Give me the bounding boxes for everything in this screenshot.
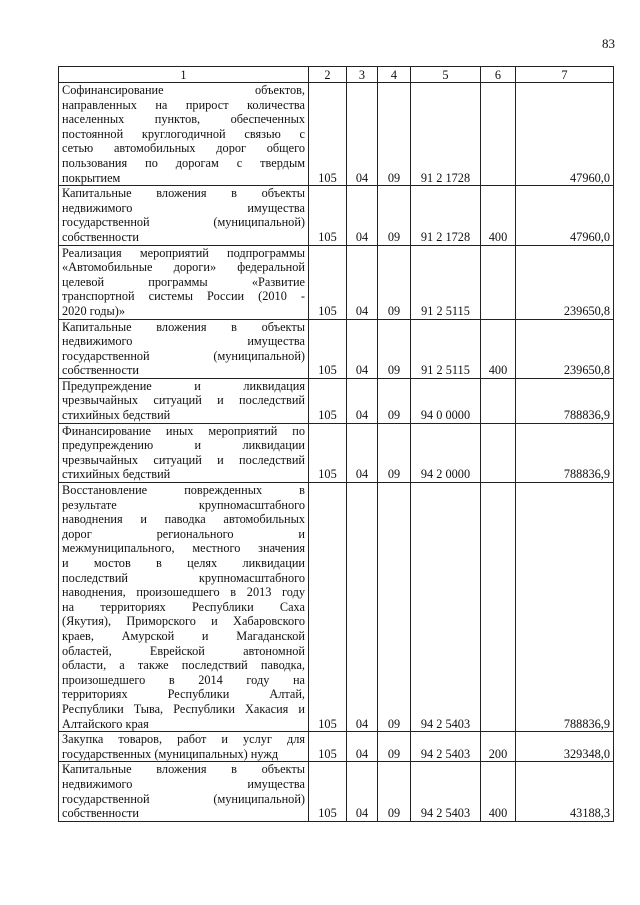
target-article-code: 91 2 5115 xyxy=(411,245,481,319)
description-line: государственной (муниципальной) xyxy=(62,348,305,363)
section-code: 04 xyxy=(347,319,378,378)
description-line: результате крупномасштабного xyxy=(62,497,305,512)
description-line: наводнения и паводка автомобильных xyxy=(62,512,305,527)
description-line: предупреждению и ликвидации xyxy=(62,438,305,453)
description-line: Финансирование иных мероприятий по xyxy=(62,423,305,438)
description-line: пользования по дорогам с твердым xyxy=(62,155,305,170)
row-description xyxy=(59,83,309,186)
description-line: собственности xyxy=(62,806,139,821)
description-line: Республики Тыва, Республики Хакасия и xyxy=(62,701,305,716)
amount: 329348,0 xyxy=(516,732,614,762)
table-row xyxy=(59,83,614,186)
row-description xyxy=(59,732,309,762)
table-row xyxy=(59,186,614,245)
section-code: 04 xyxy=(347,732,378,762)
section-code: 04 xyxy=(347,378,378,423)
amount: 788836,9 xyxy=(516,423,614,482)
admin-code: 105 xyxy=(309,378,347,423)
subsection-code: 09 xyxy=(378,319,411,378)
section-code: 04 xyxy=(347,83,378,186)
expense-type-code xyxy=(481,83,516,186)
description-line: государственных (муниципальных) нужд xyxy=(62,746,279,761)
expense-type-code xyxy=(481,483,516,732)
expense-type-code xyxy=(481,245,516,319)
description-line: Предупреждение и ликвидация xyxy=(62,378,305,393)
admin-code: 105 xyxy=(309,186,347,245)
table-row xyxy=(59,762,614,821)
description-line: стихийных бедствий xyxy=(62,467,171,482)
target-article-code: 94 2 5403 xyxy=(411,483,481,732)
description-line: собственности xyxy=(62,363,139,378)
description-line: целевой программы «Развитие xyxy=(62,274,305,289)
table-row xyxy=(59,319,614,378)
table-row xyxy=(59,378,614,423)
row-description xyxy=(59,423,309,482)
description-line: направленных на прирост количества xyxy=(62,97,305,112)
description-line: недвижимого имущества xyxy=(62,334,305,349)
description-line: стихийных бедствий xyxy=(62,408,171,423)
subsection-code: 09 xyxy=(378,186,411,245)
row-description xyxy=(59,483,309,732)
admin-code: 105 xyxy=(309,83,347,186)
description-line: дорог регионального и xyxy=(62,526,305,541)
admin-code: 105 xyxy=(309,762,347,821)
description-line: (Якутия), Приморского и Хабаровского xyxy=(62,614,305,629)
expense-type-code: 400 xyxy=(481,319,516,378)
description-line: Капитальные вложения в объекты xyxy=(62,319,305,334)
row-description xyxy=(59,245,309,319)
amount: 43188,3 xyxy=(516,762,614,821)
description-line: Алтайского края xyxy=(62,716,149,731)
table-body xyxy=(59,83,614,822)
description-line: собственности xyxy=(62,229,139,244)
admin-code: 105 xyxy=(309,483,347,732)
description-line: Софинансирование объектов, xyxy=(62,83,305,97)
description-line: «Автомобильные дороги» федеральной xyxy=(62,260,305,275)
description-line: Капитальные вложения в объекты xyxy=(62,186,305,201)
description-line: государственной (муниципальной) xyxy=(62,215,305,230)
subsection-code: 09 xyxy=(378,732,411,762)
admin-code: 105 xyxy=(309,423,347,482)
row-description xyxy=(59,186,309,245)
row-description xyxy=(59,762,309,821)
description-line: чрезвычайных ситуаций и последствий xyxy=(62,393,305,408)
description-line: наводнения, произошедшего в 2013 году xyxy=(62,585,305,600)
description-line: произошедшего в 2014 году на xyxy=(62,672,305,687)
description-line: чрезвычайных ситуаций и последствий xyxy=(62,452,305,467)
amount: 788836,9 xyxy=(516,483,614,732)
section-code: 04 xyxy=(347,245,378,319)
amount: 47960,0 xyxy=(516,83,614,186)
section-code: 04 xyxy=(347,423,378,482)
column-header: 2 xyxy=(309,67,347,83)
target-article-code: 91 2 1728 xyxy=(411,186,481,245)
expense-type-code: 400 xyxy=(481,186,516,245)
description-line: населенных пунктов, обеспеченных xyxy=(62,112,305,127)
description-line: территориях Республики Алтай, xyxy=(62,687,305,702)
row-description xyxy=(59,378,309,423)
description-line: и мостов в целях ликвидации xyxy=(62,556,305,570)
row-description xyxy=(59,319,309,378)
description-line: государственной (муниципальной) xyxy=(62,791,305,806)
target-article-code: 94 2 5403 xyxy=(411,762,481,821)
budget-table xyxy=(58,66,614,822)
description-line: недвижимого имущества xyxy=(62,776,305,791)
description-line: межмуниципального, местного значения xyxy=(62,541,305,556)
subsection-code: 09 xyxy=(378,245,411,319)
description-line: области, а также последствий паводка, xyxy=(62,658,305,673)
section-code: 04 xyxy=(347,186,378,245)
amount: 239650,8 xyxy=(516,319,614,378)
description-line: на территориях Республики Саха xyxy=(62,599,305,614)
description-line: Закупка товаров, работ и услуг для xyxy=(62,732,305,747)
description-line: областей, Еврейской автономной xyxy=(62,643,305,658)
target-article-code: 91 2 1728 xyxy=(411,83,481,186)
description-line: сетью автомобильных дорог общего xyxy=(62,141,305,156)
expense-type-code: 200 xyxy=(481,732,516,762)
subsection-code: 09 xyxy=(378,483,411,732)
amount: 47960,0 xyxy=(516,186,614,245)
column-header: 4 xyxy=(378,67,411,83)
section-code: 04 xyxy=(347,762,378,821)
description-line: транспортной системы России (2010 - xyxy=(62,289,305,304)
table-row xyxy=(59,732,614,762)
column-header: 6 xyxy=(481,67,516,83)
description-line: Капитальные вложения в объекты xyxy=(62,762,305,777)
table-row xyxy=(59,483,614,732)
admin-code: 105 xyxy=(309,732,347,762)
description-line: Реализация мероприятий подпрограммы xyxy=(62,245,305,260)
page-number: 83 xyxy=(602,36,615,51)
description-line: 2020 годы)» xyxy=(62,303,125,318)
target-article-code: 94 2 5403 xyxy=(411,732,481,762)
column-header: 7 xyxy=(516,67,614,83)
description-line: постоянной круглогодичной связью с xyxy=(62,126,305,141)
column-header: 3 xyxy=(347,67,378,83)
target-article-code: 94 0 0000 xyxy=(411,378,481,423)
description-line: Восстановление поврежденных в xyxy=(62,483,305,498)
admin-code: 105 xyxy=(309,245,347,319)
table-row xyxy=(59,245,614,319)
subsection-code: 09 xyxy=(378,83,411,186)
amount: 239650,8 xyxy=(516,245,614,319)
target-article-code: 91 2 5115 xyxy=(411,319,481,378)
description-line: недвижимого имущества xyxy=(62,200,305,215)
expense-type-code xyxy=(481,378,516,423)
subsection-code: 09 xyxy=(378,423,411,482)
column-header: 5 xyxy=(411,67,481,83)
description-line: последствий крупномасштабного xyxy=(62,570,305,585)
target-article-code: 94 2 0000 xyxy=(411,423,481,482)
admin-code: 105 xyxy=(309,319,347,378)
expense-type-code: 400 xyxy=(481,762,516,821)
description-line: покрытием xyxy=(62,170,121,185)
subsection-code: 09 xyxy=(378,378,411,423)
expense-type-code xyxy=(481,423,516,482)
subsection-code: 09 xyxy=(378,762,411,821)
column-header: 1 xyxy=(59,67,309,83)
table-header-row xyxy=(59,67,614,83)
section-code: 04 xyxy=(347,483,378,732)
amount: 788836,9 xyxy=(516,378,614,423)
description-line: краев, Амурской и Магаданской xyxy=(62,628,305,643)
table-row xyxy=(59,423,614,482)
